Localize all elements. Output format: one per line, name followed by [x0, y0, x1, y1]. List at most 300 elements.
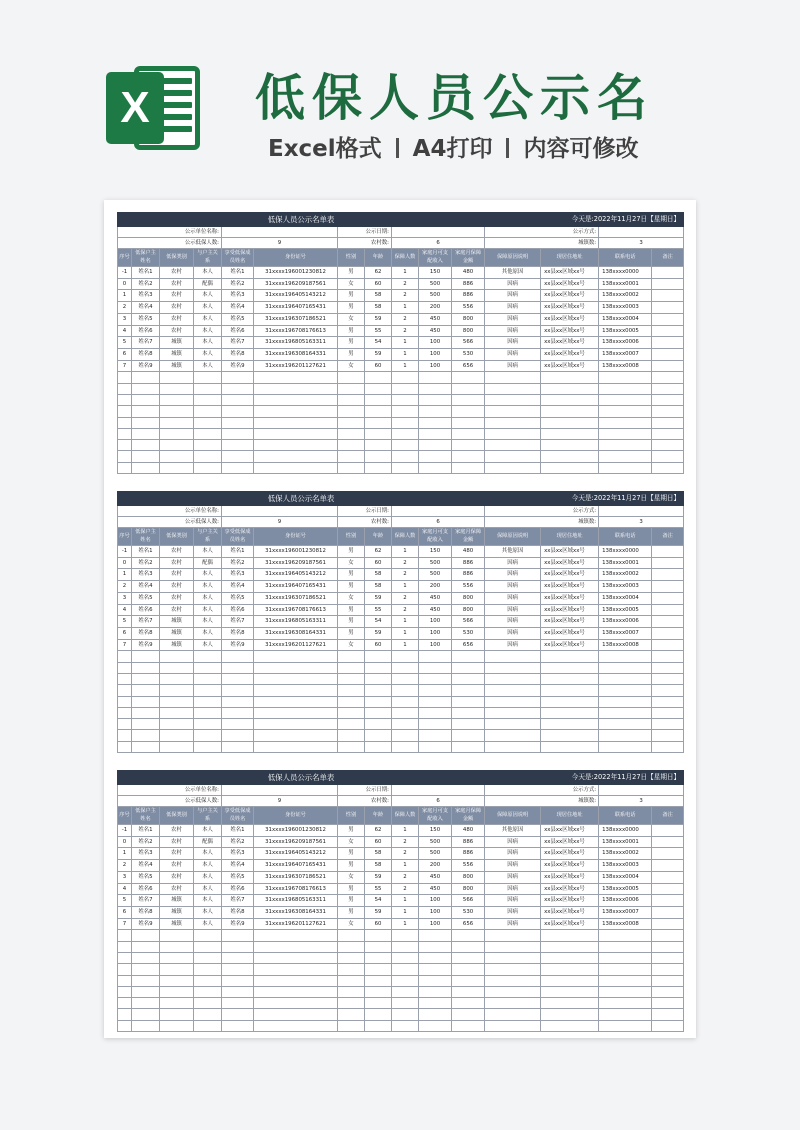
- cell-remark: [652, 592, 684, 604]
- column-header-phone: 联系电话: [599, 249, 652, 267]
- column-header-monthly-income: 家庭月可支配收入: [419, 807, 452, 825]
- cell-relation: 本人: [194, 592, 222, 604]
- cell-remark: [652, 302, 684, 314]
- empty-cell: [132, 406, 160, 417]
- roster-table: [117, 212, 684, 474]
- cell-member-name: 姓名8: [222, 348, 254, 360]
- cell-monthly-income: 100: [419, 348, 452, 360]
- cell-member-name: 姓名7: [222, 616, 254, 628]
- roster-table: [117, 770, 684, 1032]
- empty-cell: [365, 428, 392, 439]
- cell-category: 城镇: [160, 639, 194, 651]
- column-header-owner-name: 低保户主姓名: [132, 249, 160, 267]
- cell-phone: 138xxxx0004: [599, 313, 652, 325]
- empty-cell: [652, 1020, 684, 1031]
- empty-cell: [365, 685, 392, 696]
- table-row: [118, 302, 684, 314]
- column-header-age: 年龄: [365, 528, 392, 546]
- cell-monthly-benefit: 656: [452, 360, 485, 372]
- cell-reason: 因病: [485, 883, 541, 895]
- empty-cell: [652, 952, 684, 963]
- urban-value: 3: [599, 238, 684, 249]
- empty-row: [118, 372, 684, 383]
- empty-cell: [132, 741, 160, 752]
- empty-cell: [485, 696, 541, 707]
- cell-member-name: 姓名1: [222, 267, 254, 279]
- empty-cell: [194, 986, 222, 997]
- empty-cell: [599, 696, 652, 707]
- column-header-id-number: 身份证号: [254, 807, 338, 825]
- cell-age: 60: [365, 278, 392, 290]
- cell-relation: 本人: [194, 546, 222, 558]
- empty-row: [118, 964, 684, 975]
- table-row: [118, 848, 684, 860]
- cell-id-number: 31xxxx196308164331: [254, 906, 338, 918]
- empty-cell: [452, 719, 485, 730]
- cell-gender: 男: [338, 604, 365, 616]
- cell-address: xx县xx区域xx号: [541, 871, 599, 883]
- empty-cell: [419, 662, 452, 673]
- empty-cell: [338, 998, 365, 1009]
- empty-cell: [254, 930, 338, 941]
- empty-cell: [222, 941, 254, 952]
- cell-remark: [652, 825, 684, 837]
- cell-remark: [652, 883, 684, 895]
- empty-cell: [338, 383, 365, 394]
- empty-cell: [599, 685, 652, 696]
- cell-id-number: 31xxxx196805163311: [254, 337, 338, 349]
- empty-cell: [419, 730, 452, 741]
- empty-cell: [541, 998, 599, 1009]
- cell-monthly-benefit: 566: [452, 616, 485, 628]
- empty-cell: [118, 975, 132, 986]
- empty-cell: [132, 428, 160, 439]
- table-row: [118, 581, 684, 593]
- document-paper: [104, 200, 696, 1038]
- empty-cell: [254, 952, 338, 963]
- column-header-index: 序号: [118, 807, 132, 825]
- table-row: [118, 604, 684, 616]
- cell-relation: 本人: [194, 639, 222, 651]
- cell-relation: 本人: [194, 325, 222, 337]
- empty-cell: [365, 930, 392, 941]
- cell-reason: 因病: [485, 569, 541, 581]
- cell-address: xx县xx区域xx号: [541, 569, 599, 581]
- column-header-id-number: 身份证号: [254, 249, 338, 267]
- empty-cell: [222, 952, 254, 963]
- empty-cell: [160, 394, 194, 405]
- cell-reason: 因病: [485, 860, 541, 872]
- cell-index: 6: [118, 348, 132, 360]
- today-date: 今天是:2022年11月27日【星期日】: [485, 771, 684, 785]
- empty-cell: [338, 462, 365, 473]
- empty-cell: [419, 964, 452, 975]
- empty-cell: [194, 651, 222, 662]
- empty-cell: [132, 696, 160, 707]
- cell-reason: 因病: [485, 906, 541, 918]
- cell-owner-name: 姓名8: [132, 348, 160, 360]
- cell-relation: 本人: [194, 825, 222, 837]
- cell-phone: 138xxxx0002: [599, 290, 652, 302]
- empty-cell: [599, 998, 652, 1009]
- cell-relation: 配偶: [194, 557, 222, 569]
- cell-monthly-income: 100: [419, 360, 452, 372]
- cell-id-number: 31xxxx196708176613: [254, 604, 338, 616]
- empty-row: [118, 673, 684, 684]
- empty-cell: [392, 975, 419, 986]
- info-row: [118, 238, 684, 249]
- empty-cell: [419, 428, 452, 439]
- empty-cell: [599, 394, 652, 405]
- cell-relation: 本人: [194, 290, 222, 302]
- cell-gender: 男: [338, 883, 365, 895]
- cell-member-name: 姓名9: [222, 639, 254, 651]
- empty-cell: [652, 741, 684, 752]
- cell-age: 60: [365, 639, 392, 651]
- empty-cell: [452, 1020, 485, 1031]
- empty-cell: [222, 417, 254, 428]
- cell-monthly-benefit: 556: [452, 302, 485, 314]
- cell-gender: 男: [338, 290, 365, 302]
- empty-cell: [419, 383, 452, 394]
- empty-cell: [599, 730, 652, 741]
- cell-phone: 138xxxx0008: [599, 360, 652, 372]
- cell-gender: 男: [338, 616, 365, 628]
- empty-cell: [541, 383, 599, 394]
- empty-row: [118, 417, 684, 428]
- empty-cell: [222, 673, 254, 684]
- empty-cell: [365, 383, 392, 394]
- empty-row: [118, 730, 684, 741]
- empty-cell: [599, 964, 652, 975]
- empty-cell: [392, 941, 419, 952]
- cell-id-number: 31xxxx196201127621: [254, 918, 338, 930]
- table-row: [118, 325, 684, 337]
- empty-cell: [599, 673, 652, 684]
- cell-monthly-benefit: 656: [452, 918, 485, 930]
- empty-cell: [365, 651, 392, 662]
- empty-cell: [485, 440, 541, 451]
- empty-cell: [599, 383, 652, 394]
- cell-phone: 138xxxx0002: [599, 848, 652, 860]
- cell-phone: 138xxxx0001: [599, 557, 652, 569]
- empty-cell: [118, 1020, 132, 1031]
- cell-monthly-income: 100: [419, 895, 452, 907]
- empty-cell: [365, 417, 392, 428]
- cell-monthly-income: 450: [419, 883, 452, 895]
- cell-monthly-income: 150: [419, 267, 452, 279]
- cell-reason: 因病: [485, 604, 541, 616]
- empty-cell: [485, 964, 541, 975]
- empty-cell: [338, 428, 365, 439]
- cell-remark: [652, 836, 684, 848]
- sheet-title: 低保人员公示名单表: [118, 213, 485, 227]
- empty-cell: [599, 930, 652, 941]
- cell-age: 54: [365, 616, 392, 628]
- cell-owner-name: 姓名4: [132, 860, 160, 872]
- cell-monthly-benefit: 886: [452, 290, 485, 302]
- cell-monthly-income: 450: [419, 592, 452, 604]
- cell-monthly-benefit: 886: [452, 848, 485, 860]
- empty-cell: [194, 719, 222, 730]
- empty-cell: [599, 406, 652, 417]
- cell-gender: 男: [338, 581, 365, 593]
- rural-value: 6: [392, 238, 485, 249]
- sheet-title-row: [118, 492, 684, 506]
- cell-phone: 138xxxx0007: [599, 906, 652, 918]
- cell-monthly-benefit: 530: [452, 627, 485, 639]
- empty-cell: [652, 662, 684, 673]
- empty-cell: [118, 440, 132, 451]
- cell-covered-count: 1: [392, 581, 419, 593]
- cell-phone: 138xxxx0000: [599, 267, 652, 279]
- empty-cell: [365, 998, 392, 1009]
- cell-index: 5: [118, 337, 132, 349]
- empty-cell: [392, 451, 419, 462]
- empty-row: [118, 1009, 684, 1020]
- empty-cell: [652, 975, 684, 986]
- empty-cell: [254, 998, 338, 1009]
- cell-id-number: 31xxxx196209187561: [254, 836, 338, 848]
- empty-row: [118, 651, 684, 662]
- table-row: [118, 557, 684, 569]
- empty-cell: [419, 406, 452, 417]
- table-row: [118, 825, 684, 837]
- column-header-gender: 性别: [338, 528, 365, 546]
- cell-member-name: 姓名2: [222, 836, 254, 848]
- cell-remark: [652, 918, 684, 930]
- empty-cell: [118, 730, 132, 741]
- empty-cell: [194, 662, 222, 673]
- cell-member-name: 姓名7: [222, 337, 254, 349]
- cell-gender: 女: [338, 360, 365, 372]
- cell-index: -1: [118, 546, 132, 558]
- empty-cell: [452, 941, 485, 952]
- cell-owner-name: 姓名1: [132, 267, 160, 279]
- empty-cell: [452, 696, 485, 707]
- cell-reason: 因病: [485, 278, 541, 290]
- cell-reason: 其他原因: [485, 825, 541, 837]
- cell-member-name: 姓名8: [222, 906, 254, 918]
- cell-age: 58: [365, 302, 392, 314]
- cell-relation: 本人: [194, 348, 222, 360]
- empty-cell: [365, 662, 392, 673]
- cell-covered-count: 1: [392, 639, 419, 651]
- urban-value: 3: [599, 796, 684, 807]
- empty-cell: [132, 952, 160, 963]
- rural-value: 6: [392, 517, 485, 528]
- empty-cell: [338, 707, 365, 718]
- empty-cell: [254, 707, 338, 718]
- empty-cell: [338, 975, 365, 986]
- cell-monthly-income: 150: [419, 825, 452, 837]
- empty-cell: [541, 964, 599, 975]
- cell-member-name: 姓名5: [222, 871, 254, 883]
- empty-cell: [222, 998, 254, 1009]
- cell-id-number: 31xxxx196308164331: [254, 627, 338, 639]
- cell-reason: 因病: [485, 290, 541, 302]
- empty-cell: [392, 406, 419, 417]
- empty-cell: [338, 417, 365, 428]
- method-value: [599, 227, 684, 238]
- cell-relation: 本人: [194, 871, 222, 883]
- empty-cell: [541, 406, 599, 417]
- empty-cell: [118, 998, 132, 1009]
- empty-cell: [222, 372, 254, 383]
- empty-cell: [254, 451, 338, 462]
- cell-member-name: 姓名4: [222, 581, 254, 593]
- cell-monthly-income: 450: [419, 871, 452, 883]
- column-header-category: 低保类别: [160, 528, 194, 546]
- empty-cell: [599, 741, 652, 752]
- cell-category: 城镇: [160, 895, 194, 907]
- empty-cell: [541, 986, 599, 997]
- cell-remark: [652, 627, 684, 639]
- empty-cell: [222, 651, 254, 662]
- cell-gender: 男: [338, 302, 365, 314]
- empty-cell: [392, 673, 419, 684]
- column-header-relation: 与户主关系: [194, 528, 222, 546]
- cell-id-number: 31xxxx196407165431: [254, 581, 338, 593]
- empty-row: [118, 406, 684, 417]
- rural-label: 农村数:: [338, 796, 392, 807]
- empty-cell: [419, 440, 452, 451]
- cell-id-number: 31xxxx196407165431: [254, 860, 338, 872]
- empty-cell: [254, 372, 338, 383]
- cell-covered-count: 2: [392, 290, 419, 302]
- empty-cell: [599, 1020, 652, 1031]
- cell-covered-count: 1: [392, 825, 419, 837]
- empty-cell: [541, 372, 599, 383]
- empty-cell: [392, 440, 419, 451]
- empty-cell: [132, 975, 160, 986]
- empty-cell: [338, 730, 365, 741]
- cell-monthly-benefit: 480: [452, 825, 485, 837]
- empty-cell: [485, 730, 541, 741]
- empty-cell: [652, 462, 684, 473]
- empty-cell: [338, 651, 365, 662]
- excel-icon: [106, 60, 202, 156]
- empty-cell: [419, 975, 452, 986]
- table-row: [118, 360, 684, 372]
- empty-cell: [365, 730, 392, 741]
- unit-name-value: [222, 227, 338, 238]
- table-row: [118, 918, 684, 930]
- empty-cell: [599, 417, 652, 428]
- empty-cell: [194, 998, 222, 1009]
- cell-address: xx县xx区域xx号: [541, 639, 599, 651]
- column-header-remark: 备注: [652, 807, 684, 825]
- column-header-address: 现居住地址: [541, 528, 599, 546]
- cell-phone: 138xxxx0003: [599, 302, 652, 314]
- empty-cell: [132, 998, 160, 1009]
- empty-cell: [452, 730, 485, 741]
- empty-cell: [338, 1009, 365, 1020]
- empty-cell: [254, 673, 338, 684]
- empty-cell: [392, 428, 419, 439]
- column-header-remark: 备注: [652, 249, 684, 267]
- empty-cell: [392, 741, 419, 752]
- column-header-index: 序号: [118, 528, 132, 546]
- cell-covered-count: 2: [392, 592, 419, 604]
- empty-cell: [485, 930, 541, 941]
- cell-index: 4: [118, 604, 132, 616]
- cell-monthly-income: 450: [419, 604, 452, 616]
- cell-monthly-income: 500: [419, 836, 452, 848]
- cell-covered-count: 2: [392, 325, 419, 337]
- empty-cell: [132, 986, 160, 997]
- roster-sheet-2: [117, 491, 683, 753]
- empty-cell: [599, 952, 652, 963]
- empty-cell: [599, 451, 652, 462]
- cell-owner-name: 姓名5: [132, 592, 160, 604]
- empty-cell: [599, 662, 652, 673]
- cell-phone: 138xxxx0006: [599, 616, 652, 628]
- empty-row: [118, 394, 684, 405]
- cell-member-name: 姓名2: [222, 278, 254, 290]
- sheet-title-row: [118, 213, 684, 227]
- empty-cell: [541, 440, 599, 451]
- cell-age: 54: [365, 895, 392, 907]
- empty-cell: [194, 406, 222, 417]
- cell-monthly-benefit: 886: [452, 569, 485, 581]
- cell-relation: 本人: [194, 906, 222, 918]
- date-value: [392, 227, 485, 238]
- cell-phone: 138xxxx0006: [599, 337, 652, 349]
- empty-cell: [419, 719, 452, 730]
- empty-cell: [118, 372, 132, 383]
- empty-cell: [392, 1020, 419, 1031]
- empty-cell: [452, 651, 485, 662]
- empty-cell: [541, 930, 599, 941]
- cell-covered-count: 2: [392, 557, 419, 569]
- empty-cell: [118, 696, 132, 707]
- cell-phone: 138xxxx0005: [599, 883, 652, 895]
- cell-covered-count: 2: [392, 883, 419, 895]
- column-header-row: [118, 249, 684, 267]
- empty-cell: [392, 719, 419, 730]
- empty-cell: [160, 372, 194, 383]
- cell-owner-name: 姓名2: [132, 836, 160, 848]
- cell-address: xx县xx区域xx号: [541, 337, 599, 349]
- empty-cell: [652, 1009, 684, 1020]
- cell-gender: 男: [338, 325, 365, 337]
- empty-cell: [365, 1009, 392, 1020]
- total-label: 公示低保人数:: [118, 238, 222, 249]
- method-label: 公示方式:: [485, 506, 599, 517]
- table-row: [118, 895, 684, 907]
- cell-owner-name: 姓名6: [132, 604, 160, 616]
- empty-cell: [365, 372, 392, 383]
- cell-remark: [652, 860, 684, 872]
- empty-cell: [254, 730, 338, 741]
- empty-cell: [365, 719, 392, 730]
- empty-cell: [365, 394, 392, 405]
- empty-cell: [452, 952, 485, 963]
- empty-row: [118, 662, 684, 673]
- roster-table: [117, 491, 684, 753]
- empty-cell: [419, 741, 452, 752]
- empty-cell: [132, 440, 160, 451]
- cell-gender: 男: [338, 825, 365, 837]
- empty-cell: [118, 941, 132, 952]
- empty-cell: [194, 741, 222, 752]
- empty-cell: [254, 651, 338, 662]
- cell-age: 60: [365, 557, 392, 569]
- column-header-gender: 性别: [338, 807, 365, 825]
- cell-monthly-benefit: 480: [452, 546, 485, 558]
- empty-cell: [222, 462, 254, 473]
